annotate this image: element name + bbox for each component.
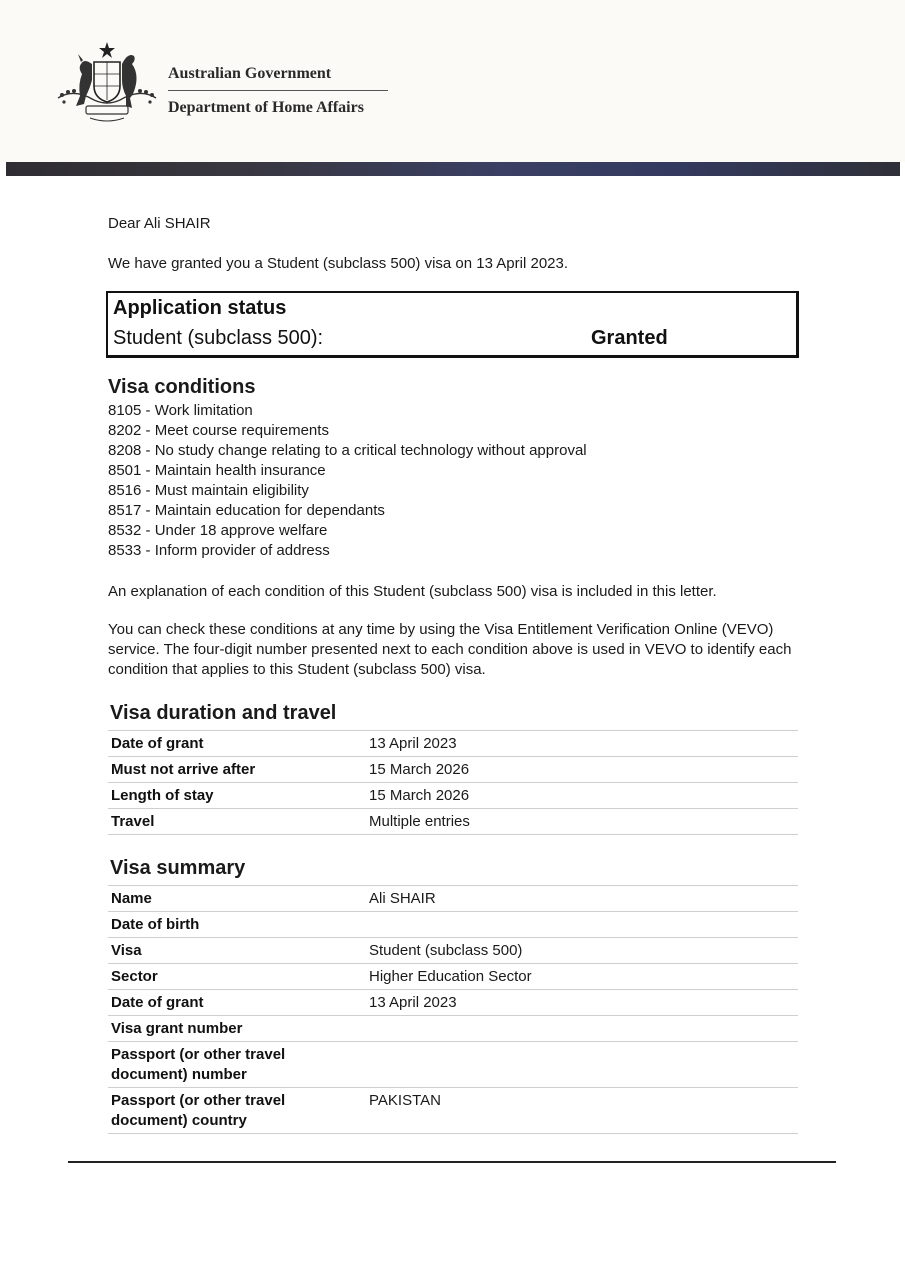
table-row	[108, 809, 798, 835]
condition-item: 8501 - Maintain health insurance	[108, 462, 326, 479]
row-value: Ali SHAIR	[369, 890, 436, 907]
footer-divider	[68, 1161, 836, 1163]
table-row	[108, 783, 798, 809]
table-row	[108, 1016, 798, 1042]
row-label: Date of birth	[111, 916, 200, 933]
table-row	[108, 731, 798, 757]
status-title: Application status	[113, 297, 287, 319]
government-name: Australian Government	[168, 65, 332, 82]
row-value: PAKISTAN	[369, 1092, 441, 1109]
table-row	[108, 1088, 798, 1134]
row-label: Passport (or other travel document) number	[111, 1046, 286, 1083]
table-row	[108, 938, 798, 964]
vevo-note: You can check these conditions at any time by using the Visa Entitlement Verification Online (VEVO) service. The four-digit number presented next to each condition above is used in VEVO to identify each condition that applies to this Student (subclass 500) visa.	[108, 621, 792, 678]
status-visa-label: Student (subclass 500):	[113, 327, 324, 349]
government-wordmark	[168, 64, 390, 118]
row-value: 15 March 2026	[369, 761, 470, 778]
row-value: 13 April 2023	[369, 994, 457, 1011]
row-value	[366, 912, 798, 937]
table-row	[108, 990, 798, 1016]
row-label: Visa	[111, 942, 142, 959]
row-value: Higher Education Sector	[369, 968, 532, 985]
conditions-explanation: An explanation of each condition of this Student (subclass 500) visa is included in this letter.	[108, 583, 717, 600]
condition-item: 8516 - Must maintain eligibility	[108, 482, 309, 499]
salutation: Dear Ali SHAIR	[108, 215, 211, 232]
row-value: 13 April 2023	[369, 735, 457, 752]
row-value	[366, 1042, 798, 1087]
wordmark-divider	[168, 90, 388, 91]
table-row	[108, 964, 798, 990]
row-label: Date of grant	[111, 735, 204, 752]
visa-conditions-heading: Visa conditions	[108, 376, 256, 398]
table-row	[108, 886, 798, 912]
row-label: Visa grant number	[111, 1020, 243, 1037]
coat-of-arms-icon	[54, 40, 160, 124]
row-value	[366, 1016, 798, 1041]
table-row	[108, 757, 798, 783]
visa-conditions-list	[108, 401, 587, 561]
header-band	[6, 162, 900, 176]
status-value: Granted	[591, 327, 668, 349]
condition-item: 8202 - Meet course requirements	[108, 422, 329, 439]
condition-item: 8208 - No study change relating to a critical technology without approval	[108, 442, 587, 459]
row-label: Travel	[111, 813, 155, 830]
row-value: 15 March 2026	[369, 787, 470, 804]
condition-item: 8105 - Work limitation	[108, 402, 253, 419]
row-value: Multiple entries	[369, 813, 470, 830]
visa-duration-table	[108, 730, 798, 835]
row-label: Date of grant	[111, 994, 204, 1011]
row-value: Student (subclass 500)	[369, 942, 523, 959]
table-row	[108, 912, 798, 938]
visa-summary-table	[108, 885, 798, 1134]
row-label: Sector	[111, 968, 158, 985]
letterhead	[0, 0, 905, 162]
row-label: Passport (or other travel document) country	[111, 1092, 286, 1129]
visa-summary-heading: Visa summary	[110, 857, 246, 879]
visa-duration-heading: Visa duration and travel	[110, 702, 337, 724]
intro-sentence: We have granted you a Student (subclass 500) visa on 13 April 2023.	[108, 255, 569, 272]
row-label: Name	[111, 890, 152, 907]
condition-item: 8532 - Under 18 approve welfare	[108, 522, 328, 539]
department-name: Department of Home Affairs	[168, 99, 364, 116]
row-label: Length of stay	[111, 787, 214, 804]
condition-item: 8533 - Inform provider of address	[108, 542, 330, 559]
application-status-box	[106, 291, 799, 358]
table-row	[108, 1042, 798, 1088]
condition-item: 8517 - Maintain education for dependants	[108, 502, 385, 519]
row-label: Must not arrive after	[111, 761, 256, 778]
